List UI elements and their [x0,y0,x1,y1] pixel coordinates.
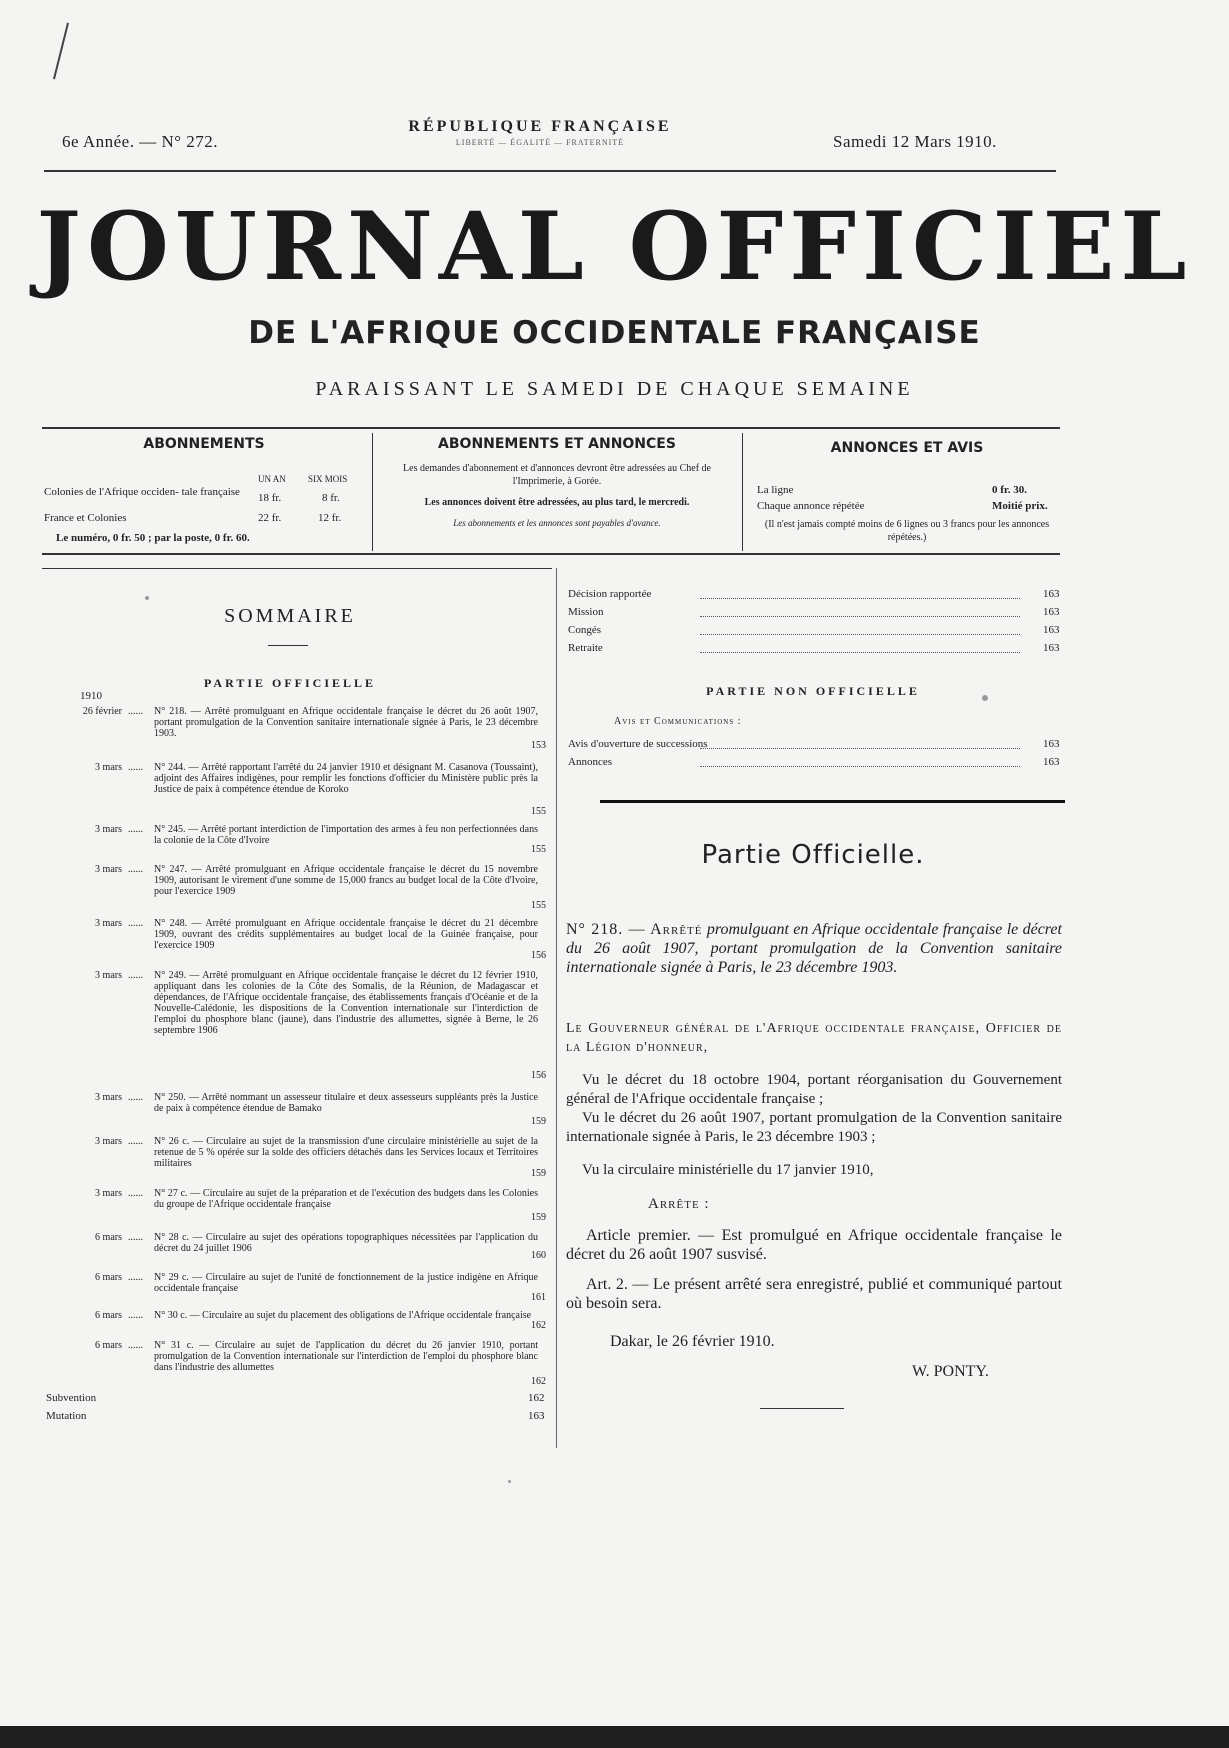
sommaire-entry-text: N° 30 c. — Circulaire au sujet du placement des obligations de l'Afrique occidentale française [154,1310,532,1321]
repetee-price: Moitié prix. [992,500,1048,512]
sommaire-year: 1910 [80,690,102,702]
end-rule [760,1408,844,1409]
date-leader: ...... [128,970,143,981]
republic-motto: LIBERTÉ — ÉGALITÉ — FRATERNITÉ [455,138,625,147]
date-leader: ...... [128,1340,143,1351]
dot-leader [700,634,1020,635]
sommaire-entry-page: 159 [531,1116,546,1127]
date-leader: ...... [128,1188,143,1199]
sommaire-entry [44,1188,552,1224]
journal-title: JOURNAL OFFICIEL [36,192,1193,302]
vu-decret-1904: Vu le décret du 18 octobre 1904, portant réorganisation du Gouvernement général de l'Afrique occidentale française ; [566,1072,1062,1107]
partie-non-officielle-label: PARTIE NON OFFICIELLE [706,684,920,698]
sommaire-entry-page: 155 [531,844,546,855]
sommaire-entry-text: N° 247. — Arrêté promulguant en Afrique occidentale française le décret du 15 novembre 1909, autorisant le virement d'une somme de 15,000 francs au budget local de la Côte d'Ivoire, pour l'exercice 1909 [154,864,538,897]
republic-header [360,118,720,147]
article-premier: Article premier. — Est promulgué en Afrique occidentale française le décret du 26 août 1907 susvisé. [566,1227,1062,1263]
sommaire-entry [44,1232,552,1262]
sommaire-entry-date: 26 février [82,706,122,717]
sommaire-entry-page: 162 [531,1320,546,1331]
column-divider [556,568,557,1448]
sommaire-entry-text: N° 28 c. — Circulaire au sujet des opérations topographiques nécessitées par l'application du décret du 24 juillet 1906 [154,1232,538,1254]
abonnements-box [44,436,364,544]
dot-leader [700,766,1020,767]
rate-row-afrique-un-an: 18 fr. [258,492,282,504]
date-leader: ...... [128,1092,143,1103]
avis-communications-heading: Avis et Communications : [614,716,742,727]
dot-leader [700,598,1020,599]
sommaire-entry-date: 6 mars [95,1310,122,1321]
partie-officielle-rule [600,800,1065,803]
annonces-deadline: Les annonces doivent être adressées, au plus tard, le mercredi. [424,497,690,508]
gouverneur-line: Le Gouverneur général de l'Afrique occidentale française, Officier de la Légion d'honneur, [566,1021,1062,1055]
sommaire-entry [44,706,552,752]
sommaire-entry [44,970,552,1082]
date-leader: ...... [128,1272,143,1283]
sommaire-entry [44,762,552,818]
sommaire-entry-page: 156 [531,950,546,961]
date-leader: ...... [128,1136,143,1147]
sommaire-entry-date: 3 mars [95,1136,122,1147]
sommaire-entry-text: N° 26 c. — Circulaire au sujet de la transmission d'une circulaire ministérielle au sujet de la retenue de 5 % opérée sur la solde des officiers détachés dans les Services locaux et Territoires militaires [154,1136,538,1169]
dot-leader [700,748,1020,749]
sommaire-entry-date: 3 mars [95,864,122,875]
toc-item-mission-page: 163 [1043,606,1060,618]
abonnements-annonces-box [380,436,734,530]
date-leader: ...... [128,762,143,773]
boxes-top-rule [42,427,1060,429]
sommaire-entry [44,1092,552,1128]
sommaire-entry-date: 6 mars [95,1272,122,1283]
boxes-bottom-rule [42,553,1060,555]
date-leader: ...... [128,824,143,835]
journal-subtitle: DE L'AFRIQUE OCCIDENTALE FRANÇAISE [248,315,981,351]
dot-leader [700,652,1020,653]
toc-item-conges-page: 163 [1043,624,1060,636]
sommaire-entry [44,1310,552,1332]
sommaire-entry-text: N° 31 c. — Circulaire au sujet de l'application du décret du 26 janvier 1910, portant promulgation de la Convention internationale sur l'interdiction de l'emploi du phosphore blanc dans l'industrie des allumettes [154,1340,538,1373]
scan-speck [982,695,988,701]
partie-officielle-heading: Partie Officielle. [701,840,925,870]
annonces-avis-heading: ANNONCES ET AVIS [830,440,984,456]
subvention-page: 162 [528,1392,545,1404]
sommaire-entry [44,1340,552,1388]
place-date: Dakar, le 26 février 1910. [610,1333,775,1350]
sommaire-entry-date: 3 mars [95,970,122,981]
toc-item-decision-page: 163 [1043,588,1060,600]
numero-price: Le numéro, 0 fr. 50 ; par la poste, 0 fr. 60. [56,532,250,544]
vu-decret-1907: Vu le décret du 26 août 1907, portant promulgation de la Convention sanitaire internationale signée à Paris, le 23 décembre 1903 ; [566,1110,1062,1145]
sommaire-entry [44,1272,552,1304]
toc-item-successions-label: Avis d'ouverture de successions [568,738,708,750]
sommaire-entry-date: 3 mars [95,918,122,929]
sommaire-entry-date: 3 mars [95,824,122,835]
date-leader: ...... [128,1310,143,1321]
sommaire-entry-text: N° 27 c. — Circulaire au sujet de la préparation et de l'exécution des budgets dans les Colonies du groupe de l'Afrique occidentale française [154,1188,538,1210]
toc-item-mission-label: Mission [568,606,604,618]
sommaire-entry-text: N° 244. — Arrêté rapportant l'arrêté du 24 janvier 1910 et désignant M. Casanova (Toussaint), adjoint des Affaires indigènes, pour remplir les fonctions d'officier du Ministère public près la Justice de paix à compétence étendue de Koroko [154,762,538,795]
abonnements-heading: ABONNEMENTS [143,436,265,452]
demandes-text: Les demandes d'abonnement et d'annonces devront être adressées au Chef de l'Imprimerie, à Gorée. [403,463,711,487]
rate-row-france-un-an: 22 fr. [258,512,282,524]
sommaire-entry [44,824,552,856]
sommaire-entry-date: 3 mars [95,1092,122,1103]
sommaire-entry-page: 155 [531,900,546,911]
sommaire-entry-page: 156 [531,1070,546,1081]
mutation-label: Mutation [46,1410,87,1422]
sommaire-title: SOMMAIRE [224,605,356,627]
arrete-label: Arrête : [648,1196,710,1212]
masthead-rule [44,170,1056,172]
sommaire-entry-text: N° 29 c. — Circulaire au sujet de l'unité de fonctionnement de la justice indigène en Afrique occidentale française [154,1272,538,1294]
rate-row-france-six-mois: 12 fr. [318,512,342,524]
sommaire-entry-text: N° 245. — Arrêté portant interdiction de l'importation des armes à feu non perfectionnées dans la colonie de la Côte d'Ivoire [154,824,538,846]
article-2: Art. 2. — Le présent arrêté sera enregistré, publié et communiqué partout où besoin sera. [566,1276,1062,1312]
scan-speck [508,1480,511,1483]
sommaire-entry-date: 6 mars [95,1232,122,1243]
arrete-heading [566,920,1062,977]
date-leader: ...... [128,918,143,929]
toc-item-annonces-page: 163 [1043,756,1060,768]
sommaire-entry-page: 153 [531,740,546,751]
vu-circulaire: Vu la circulaire ministérielle du 17 janvier 1910, [582,1162,874,1178]
toc-item-decision-label: Décision rapportée [568,588,652,600]
mutation-page: 163 [528,1410,545,1422]
annonces-avis-box [752,440,1062,543]
subvention-label: Subvention [46,1392,97,1404]
rate-row-afrique-six-mois: 8 fr. [322,492,340,504]
issue-date: Samedi 12 Mars 1910. [833,132,997,151]
republic-label: RÉPUBLIQUE FRANÇAISE [408,118,672,135]
sommaire-ornament [268,645,308,646]
date-leader: ...... [128,706,143,717]
arrete-number: N° 218. — Arrêté [566,921,703,938]
toc-item-annonces-label: Annonces [568,756,612,768]
col-un-an: UN AN [258,474,286,484]
sommaire-entry [44,918,552,962]
sommaire-entry-text: N° 249. — Arrêté promulguant en Afrique occidentale française le décret du 12 février 1910, appliquant dans les colonies de la Côte des Somalis, de la Réunion, de Madagascar et dépendances, de l'Afrique occidentale française, des établissements français d'Océanie et de la Nouvelle-Calédonie, les dispositions de la Convention internationale sur l'interdiction de l'emploi du phosphore blanc (jaune), dans l'industrie des allumettes, signée à Berne, le 26 septembre 1906 [154,970,538,1036]
date-leader: ...... [128,864,143,875]
dot-leader [700,616,1020,617]
arrete-title: promulguant en Afrique occidentale française le décret du 26 août 1907, portant promulgation de la Convention sanitaire internationale signée à Paris, le 23 décembre 1903. [566,921,1062,976]
sommaire-entry-page: 159 [531,1168,546,1179]
sommaire-entry [44,1136,552,1180]
toc-item-retraite-label: Retraite [568,642,603,654]
sommaire-entry-page: 161 [531,1292,546,1303]
payables-note: Les abonnements et les annonces sont payables d'avance. [453,518,661,528]
ligne-label: La ligne [757,484,794,496]
box-divider-1 [372,433,373,551]
annonces-note: (Il n'est jamais compté moins de 6 lignes ou 3 francs pour les annonces répétées.) [764,519,1050,543]
sommaire-entry-page: 155 [531,806,546,817]
sommaire-entry-page: 159 [531,1212,546,1223]
sommaire-entry-text: N° 248. — Arrêté promulguant en Afrique occidentale française le décret du 21 décembre 1909, ouvrant des crédits supplémentaires au budget local de la Guinée française, pour l'exercice 1909 [154,918,538,951]
toc-item-conges-label: Congés [568,624,601,636]
toc-item-successions-page: 163 [1043,738,1060,750]
date-leader: ...... [128,1232,143,1243]
toc-item-retraite-page: 163 [1043,642,1060,654]
rate-row-france-label: France et Colonies [44,512,127,524]
sommaire-entry-text: N° 250. — Arrêté nommant un assesseur titulaire et deux assesseurs suppléants près la Justice de paix à compétence étendue de Bamako [154,1092,538,1114]
ligne-price: 0 fr. 30. [992,484,1028,496]
box-divider-2 [742,433,743,551]
repetee-label: Chaque annonce répétée [757,500,865,512]
rate-row-afrique-label: Colonies de l'Afrique occiden- tale française [44,486,240,498]
sommaire-entry-date: 3 mars [95,762,122,773]
abonnements-annonces-heading: ABONNEMENTS ET ANNONCES [438,436,676,452]
partie-officielle-label: PARTIE OFFICIELLE [203,676,377,690]
signature: W. PONTY. [912,1363,989,1380]
left-column-top-rule [42,568,552,569]
sommaire-entry-page: 160 [531,1250,546,1261]
sommaire-entry-date: 6 mars [95,1340,122,1351]
scan-bottom-edge [0,1726,1229,1748]
sommaire-entry-text: N° 218. — Arrêté promulguant en Afrique occidentale française le décret du 26 août 1907, portant promulgation de la Convention sanitaire internationale signée à Paris, le 23 décembre 1903. [154,706,538,739]
journal-tagline: PARAISSANT LE SAMEDI DE CHAQUE SEMAINE [315,378,914,400]
sommaire-entry-date: 3 mars [95,1188,122,1199]
issue-number: 6e Année. — N° 272. [62,132,219,151]
col-six-mois: SIX MOIS [308,474,348,484]
sommaire-entry [44,864,552,912]
sommaire-entry-page: 162 [531,1376,546,1387]
scan-speck [145,596,149,600]
pen-mark [53,23,69,80]
